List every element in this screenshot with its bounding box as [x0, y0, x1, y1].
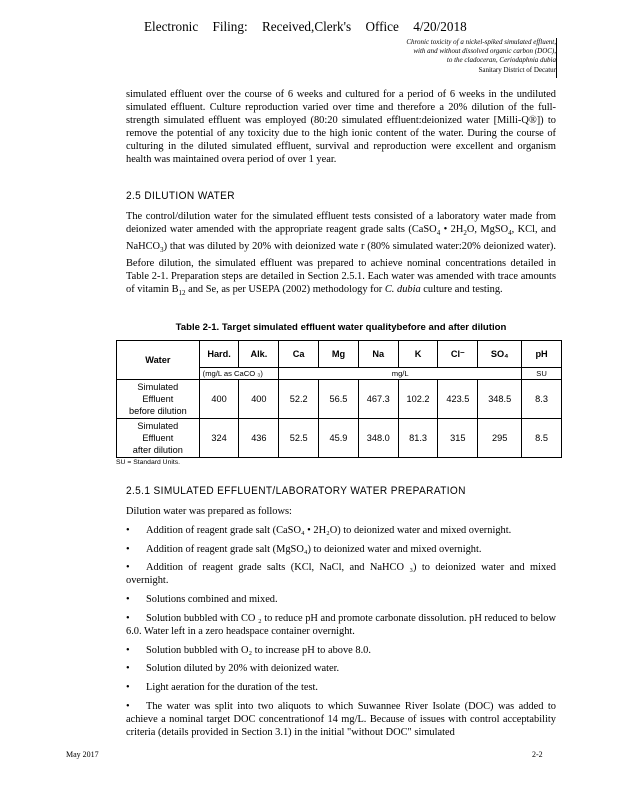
- unit-mgl: mg/L: [279, 368, 522, 380]
- cell-alk: 436: [239, 419, 279, 458]
- section-heading-dilution: 2.5 DILUTION WATER: [126, 190, 235, 202]
- col-header-na: Na: [358, 341, 398, 368]
- list-item: • Solution bubbled with O₂ to increase pH to above 8.0.: [126, 645, 371, 656]
- col-header-cl: Cl⁻: [438, 341, 478, 368]
- table-header-row: [117, 341, 562, 368]
- filing-stamp: [144, 19, 477, 35]
- row-label: Simulated Effluent before dilution: [117, 380, 200, 419]
- cell-k: 102.2: [398, 380, 438, 419]
- unit-su: SU: [522, 368, 562, 380]
- running-title-line-3: to the cladoceran, Ceriodaphnia dubia: [446, 55, 556, 64]
- footer-page-number: 2-2: [532, 750, 543, 759]
- dilution-paragraph: The control/dilution water for the simulated effluent tests consisted of a laboratory water made from deionized water amended with the appropriate reagent grade salts (CaSO$_4$ • $2H_2O$, MgSO$_4$, KCl, and NaHCO$_3$) that was diluted by 20% with deionized wate r (80% simulated water:20% deionized water). Before dilution, the simulated effluent was prepared to achieve nominal concentrations detailed in Table 2-1. Preparation steps are detailed in Section 2.5.1. Each water was amended with trace amounts of vitamin $B_{12}$ and Se, as per USEPA (2002) methodology for C. dubia culture and testing.: [126, 211, 556, 298]
- row-label: Simulated Effluent after dilution: [117, 419, 200, 458]
- cell-so4: 348.5: [478, 380, 522, 419]
- cell-alk: 400: [239, 380, 279, 419]
- cell-na: 467.3: [358, 380, 398, 419]
- table-row: [117, 419, 562, 458]
- section-heading-prep: 2.5.1 SIMULATED EFFLUENT/LABORATORY WATER PREPARATION: [126, 485, 466, 497]
- cell-hard: 324: [199, 419, 239, 458]
- cell-hard: 400: [199, 380, 239, 419]
- col-header-mg: Mg: [319, 341, 359, 368]
- cell-ph: 8.3: [522, 380, 562, 419]
- filing-electronic: Electronic: [144, 19, 199, 34]
- filing-received: Received,Clerk's: [261, 19, 352, 34]
- col-header-k: K: [398, 341, 438, 368]
- table-title: Table 2-1. Target simulated effluent water qualitybefore and after dilution: [175, 322, 507, 333]
- list-item: • Solution bubbled with CO ₂ to reduce pH and promote carbonate dissolution. pH reduced to below 6.0. Water left in a zero headspace container overnight.: [126, 613, 556, 637]
- water-quality-table: [116, 340, 562, 458]
- running-header-title: [316, 38, 556, 64]
- cell-na: 348.0: [358, 419, 398, 458]
- footer-date: May 2017: [66, 750, 99, 759]
- list-item: • The water was split into two aliquots to which Suwannee River Isolate (DOC) was added to achieve a nominal target DOC concentrationof 14 mg/L. Because of issues with control acceptability criteria (details provided in Section 3.1) in the initial "without DOC" simulated: [126, 701, 556, 738]
- list-item: • Light aeration for the duration of the test.: [126, 682, 318, 693]
- col-header-hard: Hard.: [199, 341, 239, 368]
- cell-mg: 56.5: [319, 380, 359, 419]
- list-item: • Solutions combined and mixed.: [126, 594, 278, 605]
- col-header-ca: Ca: [279, 341, 319, 368]
- cell-ca: 52.2: [279, 380, 319, 419]
- table-row: [117, 380, 562, 419]
- cell-cl: 423.5: [438, 380, 478, 419]
- table-note: SU = Standard Units.: [116, 459, 181, 466]
- filing-date: 4/20/2018: [413, 19, 467, 34]
- filing-word: Filing:: [212, 19, 248, 34]
- filing-office: Office: [365, 19, 399, 34]
- cell-so4: 295: [478, 419, 522, 458]
- col-header-so4: SO₄: [478, 341, 522, 368]
- running-title-line-2: with and without dissolved organic carbon (DOC),: [413, 46, 556, 55]
- list-item: • Addition of reagent grade salt (MgSO₄) to deionized water and mixed overnight.: [126, 544, 482, 555]
- cell-ca: 52.5: [279, 419, 319, 458]
- running-title-line-1: Chronic toxicity of a nickel-spiked simulated effluent,: [406, 38, 556, 46]
- cell-k: 81.3: [398, 419, 438, 458]
- intro-paragraph: simulated effluent over the course of 6 weeks and cultured for a period of 6 weeks in the undiluted simulated effluent. Culture reproduction varied over time and therefore a 20% dilution of the full-strength simulated effluent was employed (80:20 simulated effluent:deionized water [Milli-Q®]) to remove the potential of any toxicity due to the high ionic content of the water. During the course of culturing in the diluted simulated effluent, survival and reproduction were excellent and organism health was maintained overa period of over 1 year.: [126, 89, 556, 165]
- list-item: • Solution diluted by 20% with deionized water.: [126, 663, 340, 674]
- cell-ph: 8.5: [522, 419, 562, 458]
- col-header-water: Water: [117, 341, 200, 380]
- cell-mg: 45.9: [319, 419, 359, 458]
- col-header-ph: pH: [522, 341, 562, 368]
- list-item: • Addition of reagent grade salt (CaSO₄ • 2H₂O) to deionized water and mixed overnight.: [126, 525, 512, 536]
- col-header-alk: Alk.: [239, 341, 279, 368]
- unit-hard-alk: (mg/L as CaCO ₃): [199, 368, 279, 380]
- running-header-org: Sanitary District of Decatur: [478, 66, 556, 74]
- header-divider: [556, 38, 557, 78]
- list-item: • Addition of reagent grade salts (KCl, NaCl, and NaHCO ₃) to deionized water and mixed overnight.: [126, 562, 556, 586]
- prep-intro: Dilution water was prepared as follows:: [126, 506, 292, 517]
- cell-cl: 315: [438, 419, 478, 458]
